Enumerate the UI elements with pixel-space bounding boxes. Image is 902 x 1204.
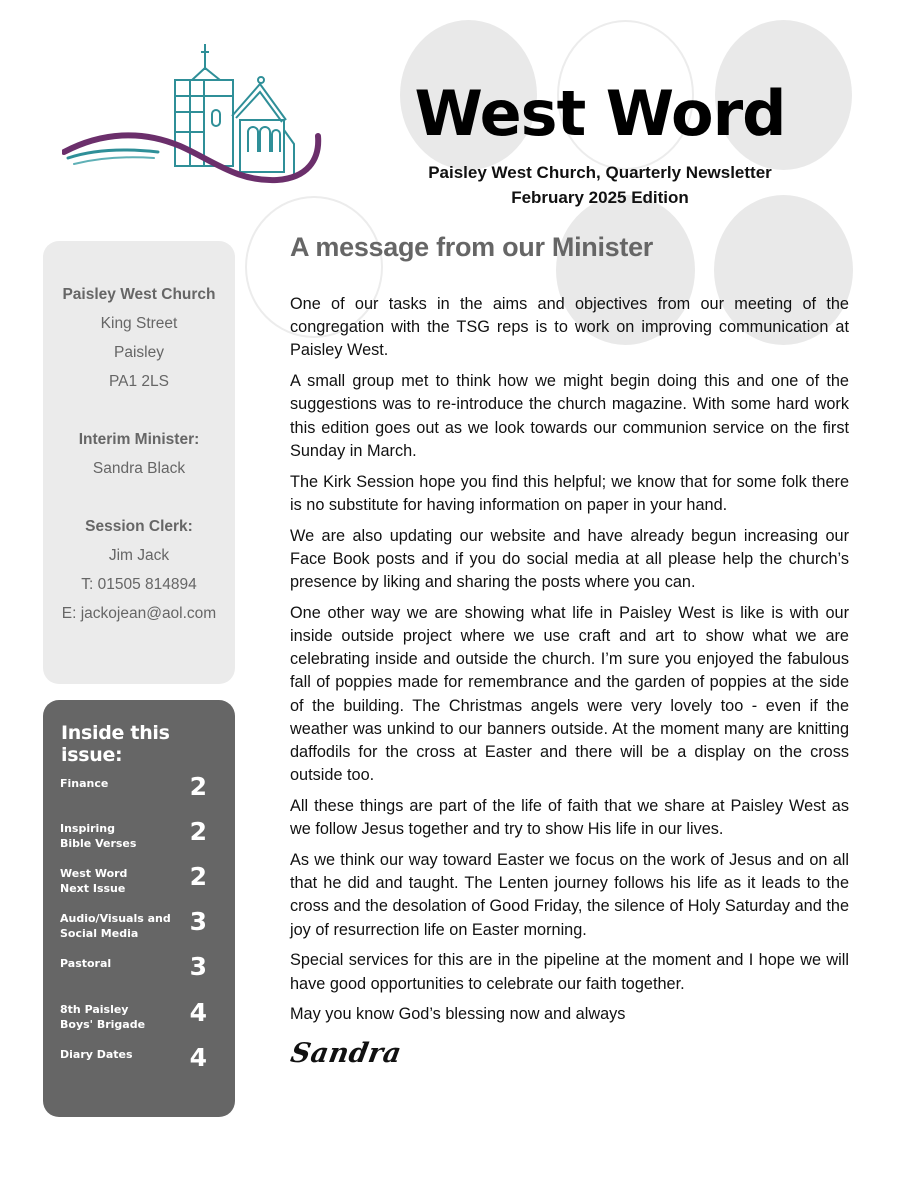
article-paragraph: Special services for this are in the pipeline at the moment and I hope we will have good opportunities to celebrate our faith together. [290, 951, 849, 993]
address-town: Paisley [114, 344, 164, 361]
contents-item-label: Finance [60, 777, 109, 790]
article-paragraph: All these things are part of the life of faith that we share at Paisley West as we follow Jesus together and try to show His life in our lives. [290, 797, 849, 839]
contents-item[interactable] [60, 817, 220, 857]
contents-item[interactable] [60, 772, 220, 812]
minister-label: Interim Minister: [78, 431, 200, 448]
clerk-label: Session Clerk: [85, 518, 193, 535]
contents-item-label: Audio/Visuals and [60, 912, 171, 925]
contents-item[interactable] [60, 998, 220, 1038]
contents-item-page: 2 [189, 772, 207, 801]
article-paragraph: The Kirk Session hope you find this helpful; we know that for some folk there is no substitute for having information on paper in your hand. [290, 472, 849, 514]
subtitle-line: Paisley West Church, Quarterly Newsletter [428, 163, 772, 182]
newsletter-subtitle [400, 160, 800, 210]
clerk-name: Jim Jack [108, 547, 170, 564]
clerk-email[interactable]: E: jackojean@aol.com [61, 605, 217, 622]
minister-name: Sandra Black [92, 460, 186, 477]
contents-item[interactable] [60, 907, 220, 947]
contents-item-label: Pastoral [60, 957, 112, 970]
edition-line: February 2025 Edition [511, 188, 689, 207]
article-paragraph: We are also updating our website and have already begun increasing our Face Book posts and if you do social media at all please help the church’s presence by liking and sharing the posts where you can. [290, 526, 849, 592]
article-paragraph: As we think our way toward Easter we focus on the work of Jesus and on all that he did and taught. The Lenten journey follows his life as it leads to the cross and the desolation of Good Friday, the silence of Holy Saturday and the joy of resurrection life on Easter morning. [290, 851, 849, 939]
clerk-phone: T: 01505 814894 [81, 576, 197, 593]
contents-item[interactable] [60, 1043, 220, 1083]
contents-item-page: 2 [189, 862, 207, 891]
contents-item-label-2: Bible Verses [60, 837, 137, 850]
contents-item-page: 3 [189, 952, 207, 981]
contents-item-label: West Word [60, 867, 128, 880]
contents-heading: Inside this issue: [61, 722, 170, 766]
address-street: King Street [100, 315, 178, 332]
contents-item-page: 3 [189, 907, 207, 936]
contents-item-page: 2 [189, 817, 207, 846]
church-name: Paisley West Church [62, 286, 216, 303]
contents-item-page: 4 [189, 1043, 207, 1072]
contents-item-label: Inspiring [60, 822, 116, 835]
contents-item[interactable] [60, 952, 220, 992]
contents-item-label: 8th Paisley [60, 1003, 129, 1016]
church-logo-icon [62, 40, 324, 188]
contents-item-label-2: Social Media [60, 927, 139, 940]
newsletter-title: West Word [414, 77, 786, 150]
contact-info-box [43, 241, 235, 684]
contents-item[interactable] [60, 862, 220, 902]
contents-item-label: Diary Dates [60, 1048, 133, 1061]
contents-item-page: 4 [189, 998, 207, 1027]
article-paragraph: One of our tasks in the aims and objectives from our meeting of the congregation with the TSG reps is to work on improving communication at Paisley West. [290, 295, 849, 360]
contents-item-label-2: Boys' Brigade [60, 1018, 146, 1031]
address-postcode: PA1 2LS [108, 373, 170, 390]
signature: Sandra [288, 1038, 404, 1069]
article-paragraph: One other way we are showing what life in Paisley West is like is with our inside outside project where we use craft and art to show what we are celebrating inside and outside the church. I’m sure you enjoyed the fabulous fall of poppies made for remembrance and the garden of poppies at the side of the building. The Christmas angels were very lovely too - even if the weather was unkind to our banners outside. At the moment many are knitting daffodils for the cross at Easter and there will be a display on the cross outside too. [290, 603, 849, 785]
article-title: A message from our Minister [290, 232, 653, 262]
contents-item-label-2: Next Issue [60, 882, 126, 895]
inside-this-issue-box [43, 700, 235, 1117]
article-paragraph: A small group met to think how we might begin doing this and one of the suggestions was to re-introduce the church magazine. With some hard work this edition goes out as we look towards our communion service on the first Sunday in March. [290, 372, 849, 460]
article-closing: May you know God’s blessing now and always [290, 1005, 626, 1024]
article-body [290, 293, 849, 1034]
